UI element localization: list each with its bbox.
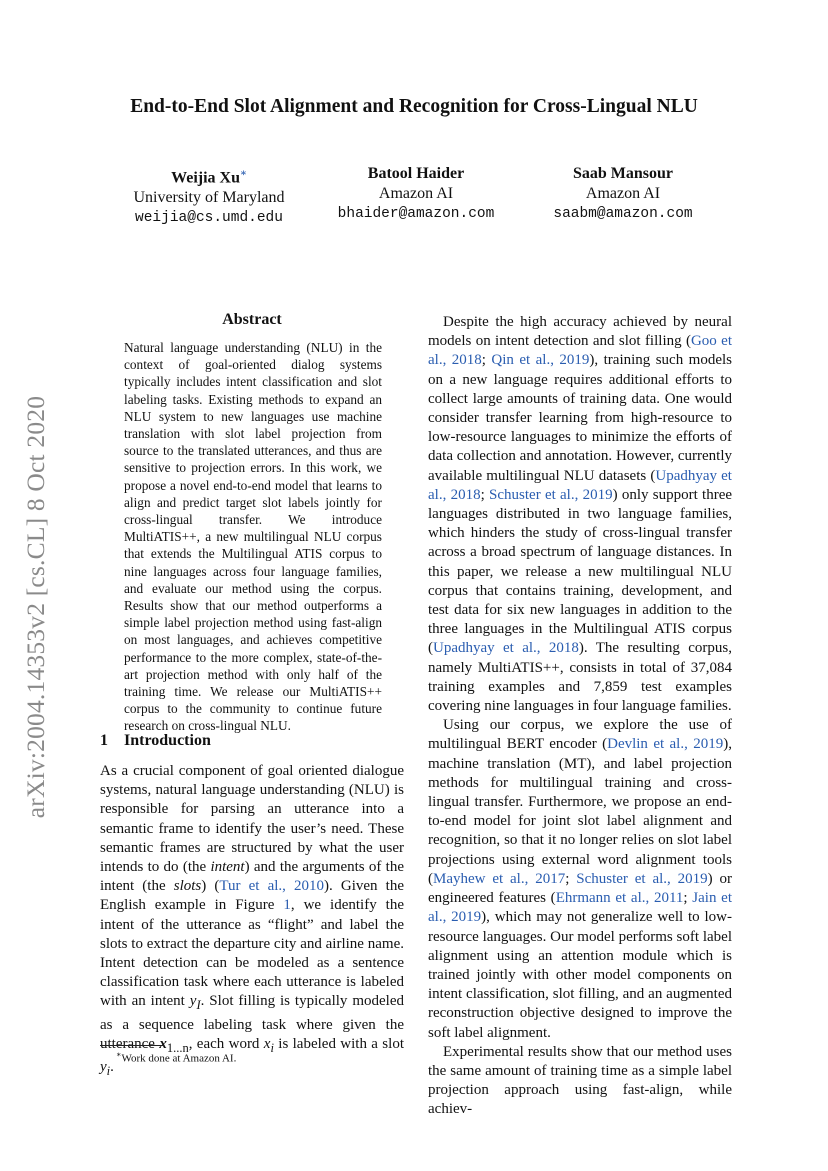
- arxiv-identifier: arXiv:2004.14353v2 [cs.CL] 8 Oct 2020: [21, 395, 50, 819]
- footnote-divider: [100, 1045, 164, 1046]
- right-column: [428, 313, 732, 1120]
- section-heading: [100, 732, 211, 750]
- body-paragraph: Despite the high accuracy achieved by neural models on intent detection and slot filling (Goo et al., 2018; Qin et al., 2019), training such models on a new language requires additional efforts to collect large amounts of training data. One would consider transfer learning from high-resource to low-resource languages to minimize the efforts of data collection and annotation. However, currently available multilingual NLU datasets (Upadhyay et al., 2018; Schuster et al., 2019) only support three languages distributed in two language families, which hinders the study of cross-lingual transfer across a broad spectrum of language distances. In this paper, we release a new multilingual NLU corpus that contains training, development, and test data for six new languages in addition to the three languages in the Multilingual ATIS corpus (Upadhyay et al., 2018). The resulting corpus, namely MultiATIS++, consists in total of 37,084 training examples and 7,859 test examples covering nine languages in four language families.: [428, 314, 733, 715]
- author-email: saabm@amazon.com: [553, 206, 693, 222]
- author-affiliation: Amazon AI: [378, 185, 454, 202]
- author-affiliation: Amazon AI: [585, 185, 661, 202]
- citation-link[interactable]: Qin et al., 2019: [491, 352, 590, 369]
- figure-reference-link[interactable]: 1: [283, 897, 291, 914]
- author-affiliation: University of Maryland: [133, 189, 285, 207]
- author-name: Batool Haider: [367, 165, 465, 182]
- intro-paragraph: As a crucial component of goal oriented dialogue systems, natural language understanding (NLU) is responsible for parsing an utterance into a semantic frame to identify the user’s need. These semantic frames are structured by what the user intends to do (the intent) and the arguments of the intent (the slots) (Tur et al., 2010). Given the English example in Figure 1, we identify the intent of the utterance as “flight” and label the slots to extract the departure city and airline name. Intent detection can be modeled as a sentence classification task where each utterance is labeled with an intent $y_I$. Slot filling is typically modeled as a sequence labeling task where given the utterance $x_{1...n}$, each word $x_i$ is labeled with a slot $y_i$.: [100, 763, 405, 1079]
- author-block: [306, 164, 526, 224]
- citation-link[interactable]: Goo et al., 2018: [428, 333, 732, 369]
- body-paragraph: Experimental results show that our method uses the same amount of training time as a simple label projection approach using fast-align, while achiev-: [428, 1043, 732, 1118]
- citation-link[interactable]: Mayhew et al., 2017: [433, 870, 566, 887]
- author-block: [99, 164, 319, 228]
- citation-link[interactable]: Schuster et al., 2019: [576, 870, 708, 887]
- citation-link[interactable]: Jain et al., 2019: [428, 890, 732, 926]
- abstract-heading: Abstract: [222, 311, 282, 328]
- section-title: Introduction: [124, 732, 211, 749]
- paper-title: End-to-End Slot Alignment and Recognition for Cross-Lingual NLU: [130, 96, 698, 117]
- intro-column: [100, 762, 404, 1081]
- section-number: 1: [100, 732, 108, 749]
- body-paragraph: Using our corpus, we explore the use of multilingual BERT encoder (Devlin et al., 2019), machine translation (MT), and label projection methods for multilingual training and cross-lingual transfer. Furthermore, we propose an end-to-end model for joint slot label alignment and recognition, so that it no longer relies on slot label projections using external word alignment tools (Mayhew et al., 2017; Schuster et al., 2019) or engineered features (Ehrmann et al., 2011; Jain et al., 2019), which may not generalize well to low-resource languages. Our model performs soft label alignment using an attention module which is trained jointly with other model components on intent classification, slot filling, and an augmented reconstruction objective designed to improve the soft label alignment.: [428, 717, 732, 1041]
- author-email: weijia@cs.umd.edu: [135, 210, 283, 227]
- author-name: Weijia Xu: [171, 169, 240, 187]
- citation-link[interactable]: Ehrmann et al., 2011: [555, 890, 684, 907]
- citation-link[interactable]: Upadhyay et al., 2018: [428, 467, 732, 503]
- citation-link[interactable]: Tur et al., 2010: [219, 878, 325, 895]
- author-email: bhaider@amazon.com: [337, 206, 495, 222]
- author-block: [513, 164, 733, 224]
- arxiv-sidebar: [16, 372, 56, 842]
- footnote: ∗Work done at Amazon AI.: [116, 1050, 237, 1065]
- citation-link[interactable]: Schuster et al., 2019: [489, 486, 613, 503]
- author-name: Saab Mansour: [572, 165, 674, 182]
- citation-link[interactable]: Upadhyay et al., 2018: [433, 640, 579, 657]
- author-footnote-mark[interactable]: ∗: [239, 168, 247, 179]
- citation-link[interactable]: Devlin et al., 2019: [607, 736, 724, 753]
- abstract-text: Natural language understanding (NLU) in the context of goal-oriented dialog systems typically includes intent classification and slot labeling tasks. Existing methods to expand an NLU system to new languages use machine translation with slot label projection from source to the translated utterances, and thus are sensitive to projection errors. In this work, we propose a novel end-to-end model that learns to align and predict target slot labels jointly for cross-lingual transfer. We introduce MultiATIS++, a new multilingual NLU corpus that extends the Multilingual ATIS corpus to nine languages across four language families, and evaluate our method using the corpus. Results show that our method outperforms a simple label projection method using fast-align on most languages, and achieves competitive performance to the more complex, state-of-the-art projection method with only half of the training time. We release our MultiATIS++ corpus to the community to continue future research on cross-lingual NLU.: [124, 340, 382, 734]
